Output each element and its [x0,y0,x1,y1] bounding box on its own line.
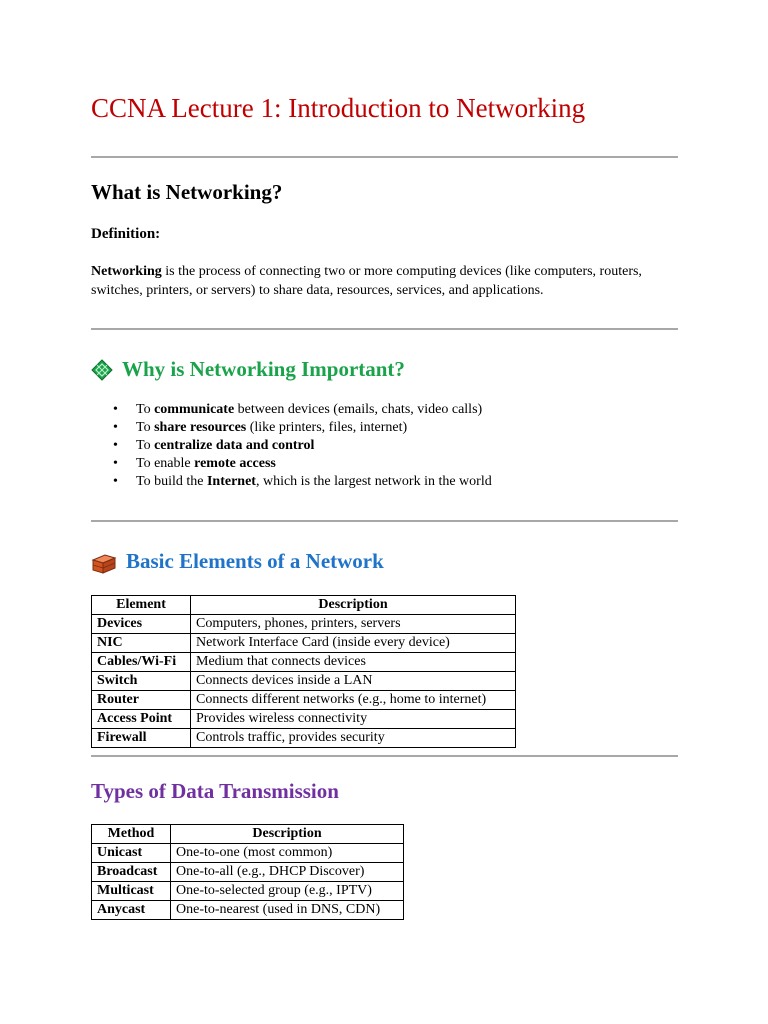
heading-types-of-data-transmission [91,779,339,804]
list-item [113,455,492,473]
table-key-cell: NIC [92,634,191,653]
table-key-cell: Broadcast [92,863,171,882]
table-cell: Controls traffic, provides security [191,729,516,748]
definition-label: Definition: [91,226,161,242]
table-key-cell: Access Point [92,710,191,729]
table-cell: One-to-selected group (e.g., IPTV) [171,882,404,901]
list-item [113,401,492,419]
table-cell: Provides wireless connectivity [191,710,516,729]
list-item-text: To enable [136,456,195,471]
list-item-text: To [136,420,155,435]
column-header: Element [92,596,191,615]
list-item [113,437,492,455]
table-key-cell: Devices [92,615,191,634]
table-row [92,844,404,863]
table-cell: Connects devices inside a LAN [191,672,516,691]
list-item-text: (like printers, files, internet) [246,420,408,435]
page-title: CCNA Lecture 1: Introduction to Networking [91,93,586,123]
heading-what-is-networking: What is Networking? [91,180,283,204]
table-key-cell: Multicast [92,882,171,901]
heading-basic-elements [91,549,384,574]
definition-paragraph [91,262,651,300]
table-row [92,653,516,672]
divider [91,156,678,158]
heading-text: Types of Data Transmission [91,779,339,803]
column-header: Method [92,825,171,844]
table-cell: One-to-nearest (used in DNS, CDN) [171,901,404,920]
table-header-row [92,825,404,844]
table-cell: Network Interface Card (inside every device) [191,634,516,653]
table-row [92,615,516,634]
definition-text: is the process of connecting two or more computing devices (like computers, routers, switches, printers, or servers) to share data, resources, services, and applications. [91,264,642,298]
definition-term: Networking [91,264,162,279]
list-item-emphasis: Internet [206,474,256,489]
table-cell: One-to-all (e.g., DHCP Discover) [171,863,404,882]
list-item-text: To [136,438,155,453]
list-item-text: To [136,402,155,417]
heading-why-networking-important [91,357,405,382]
list-item [113,473,492,491]
importance-list [113,401,492,491]
table-row [92,672,516,691]
column-header: Description [191,596,516,615]
table-cell: One-to-one (most common) [171,844,404,863]
elements-table [91,595,516,748]
table-key-cell: Cables/Wi-Fi [92,653,191,672]
divider [91,520,678,522]
list-item-emphasis: share resources [154,420,247,435]
brick-icon [91,551,117,573]
list-item-text: To build the [136,474,207,489]
list-item-emphasis: centralize data and control [154,438,315,453]
list-item-emphasis: communicate [154,402,235,417]
table-key-cell: Unicast [92,844,171,863]
table-row [92,901,404,920]
table-row [92,729,516,748]
table-row [92,634,516,653]
table-key-cell: Switch [92,672,191,691]
table-row [92,882,404,901]
table-header-row [92,596,516,615]
list-item-emphasis: remote access [194,456,276,471]
list-item-text: , which is the largest network in the world [255,474,492,489]
table-cell: Medium that connects devices [191,653,516,672]
diamond-icon [91,359,113,381]
heading-text: Basic Elements of a Network [126,549,384,573]
table-cell: Computers, phones, printers, servers [191,615,516,634]
table-key-cell: Router [92,691,191,710]
list-item [113,419,492,437]
divider [91,328,678,330]
table-row [92,863,404,882]
column-header: Description [171,825,404,844]
table-row [92,710,516,729]
table-row [92,691,516,710]
table-key-cell: Firewall [92,729,191,748]
divider [91,755,678,757]
transmission-types-table [91,824,404,920]
heading-text: Why is Networking Important? [122,357,405,381]
table-key-cell: Anycast [92,901,171,920]
table-cell: Connects different networks (e.g., home to internet) [191,691,516,710]
list-item-text: between devices (emails, chats, video calls) [234,402,483,417]
